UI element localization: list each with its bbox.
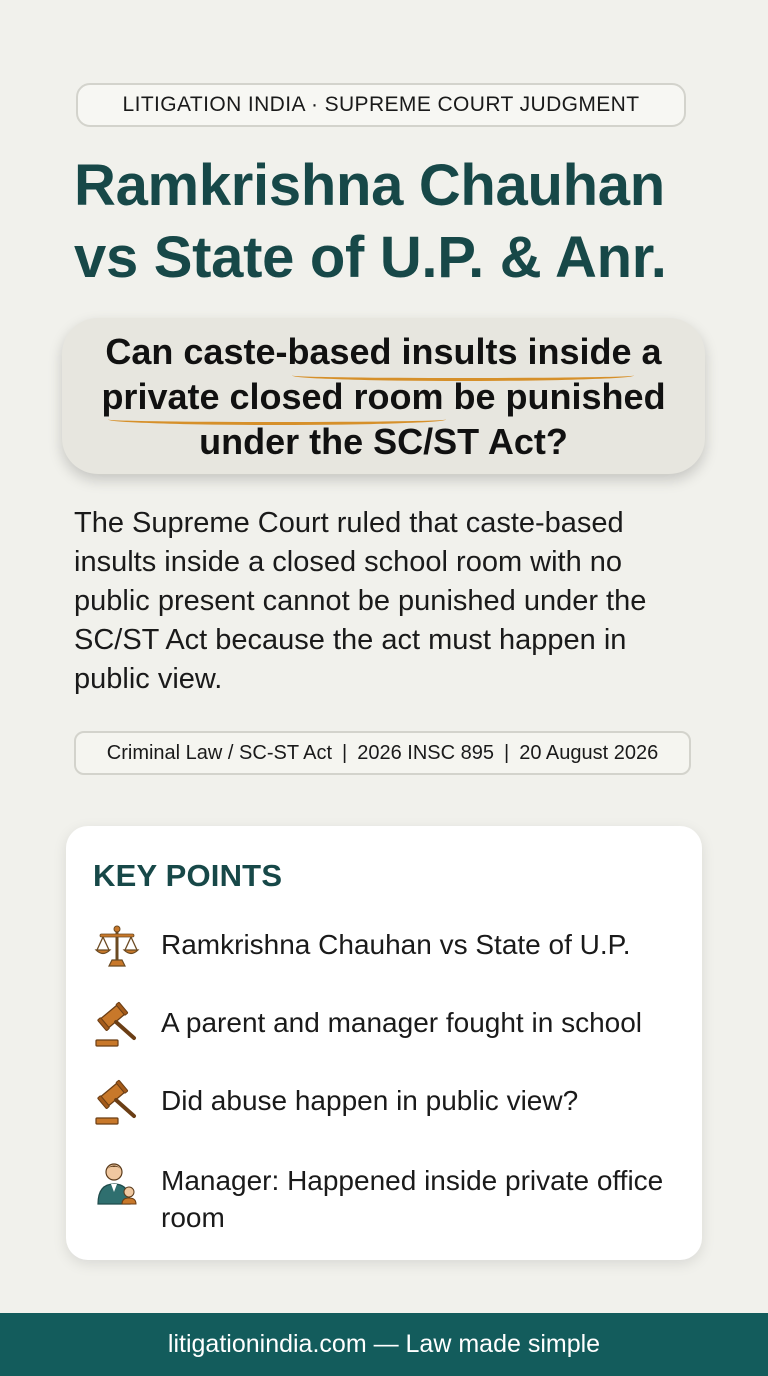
header-tag: LITIGATION INDIA · SUPREME COURT JUDGMENT (76, 83, 686, 127)
question-line-3: under the SC/ST Act? (199, 420, 568, 462)
key-point-item (92, 922, 682, 972)
meta-citation: 2026 INSC 895 (357, 741, 494, 764)
meta-separator: | (504, 741, 510, 764)
footer-bar (0, 1313, 768, 1376)
highlight-underline (292, 370, 634, 381)
key-points-title: KEY POINTS (93, 858, 283, 893)
question-box (62, 318, 705, 474)
gavel-icon (92, 1078, 142, 1128)
key-point-item (92, 1000, 682, 1050)
question-text (79, 329, 689, 464)
key-point-label: Manager: Happened inside private office room (161, 1165, 664, 1233)
key-point-label: A parent and manager fought in school (161, 1007, 643, 1038)
key-point-item (92, 1078, 682, 1128)
scales-icon (92, 922, 142, 972)
key-points-card (66, 826, 702, 1260)
summary-text: The Supreme Court ruled that caste-based insults inside a closed school room with no public present cannot be punished under the SC/ST Act because the act must happen in public view. (74, 507, 647, 695)
gavel-icon (92, 1000, 142, 1050)
key-point-label: Did abuse happen in public view? (161, 1085, 579, 1116)
meta-separator: | (342, 741, 348, 764)
question-line-1: Can caste-based insults inside a (105, 330, 662, 372)
key-point-item (92, 1158, 682, 1236)
title-line-1: Ramkrishna Chauhan (74, 153, 665, 218)
page-title (74, 150, 714, 294)
question-line-2: private closed room be punished (101, 375, 666, 417)
title-line-2: vs State of U.P. & Anr. (74, 225, 667, 290)
meta-date: 20 August 2026 (519, 741, 659, 764)
meta-bar (74, 731, 691, 775)
meta-category: Criminal Law / SC-ST Act (106, 741, 333, 764)
manager-icon (92, 1158, 142, 1208)
footer-text: litigationindia.com — Law made simple (167, 1330, 601, 1358)
key-point-label: Ramkrishna Chauhan vs State of U.P. (161, 929, 631, 960)
highlight-underline (108, 414, 446, 425)
